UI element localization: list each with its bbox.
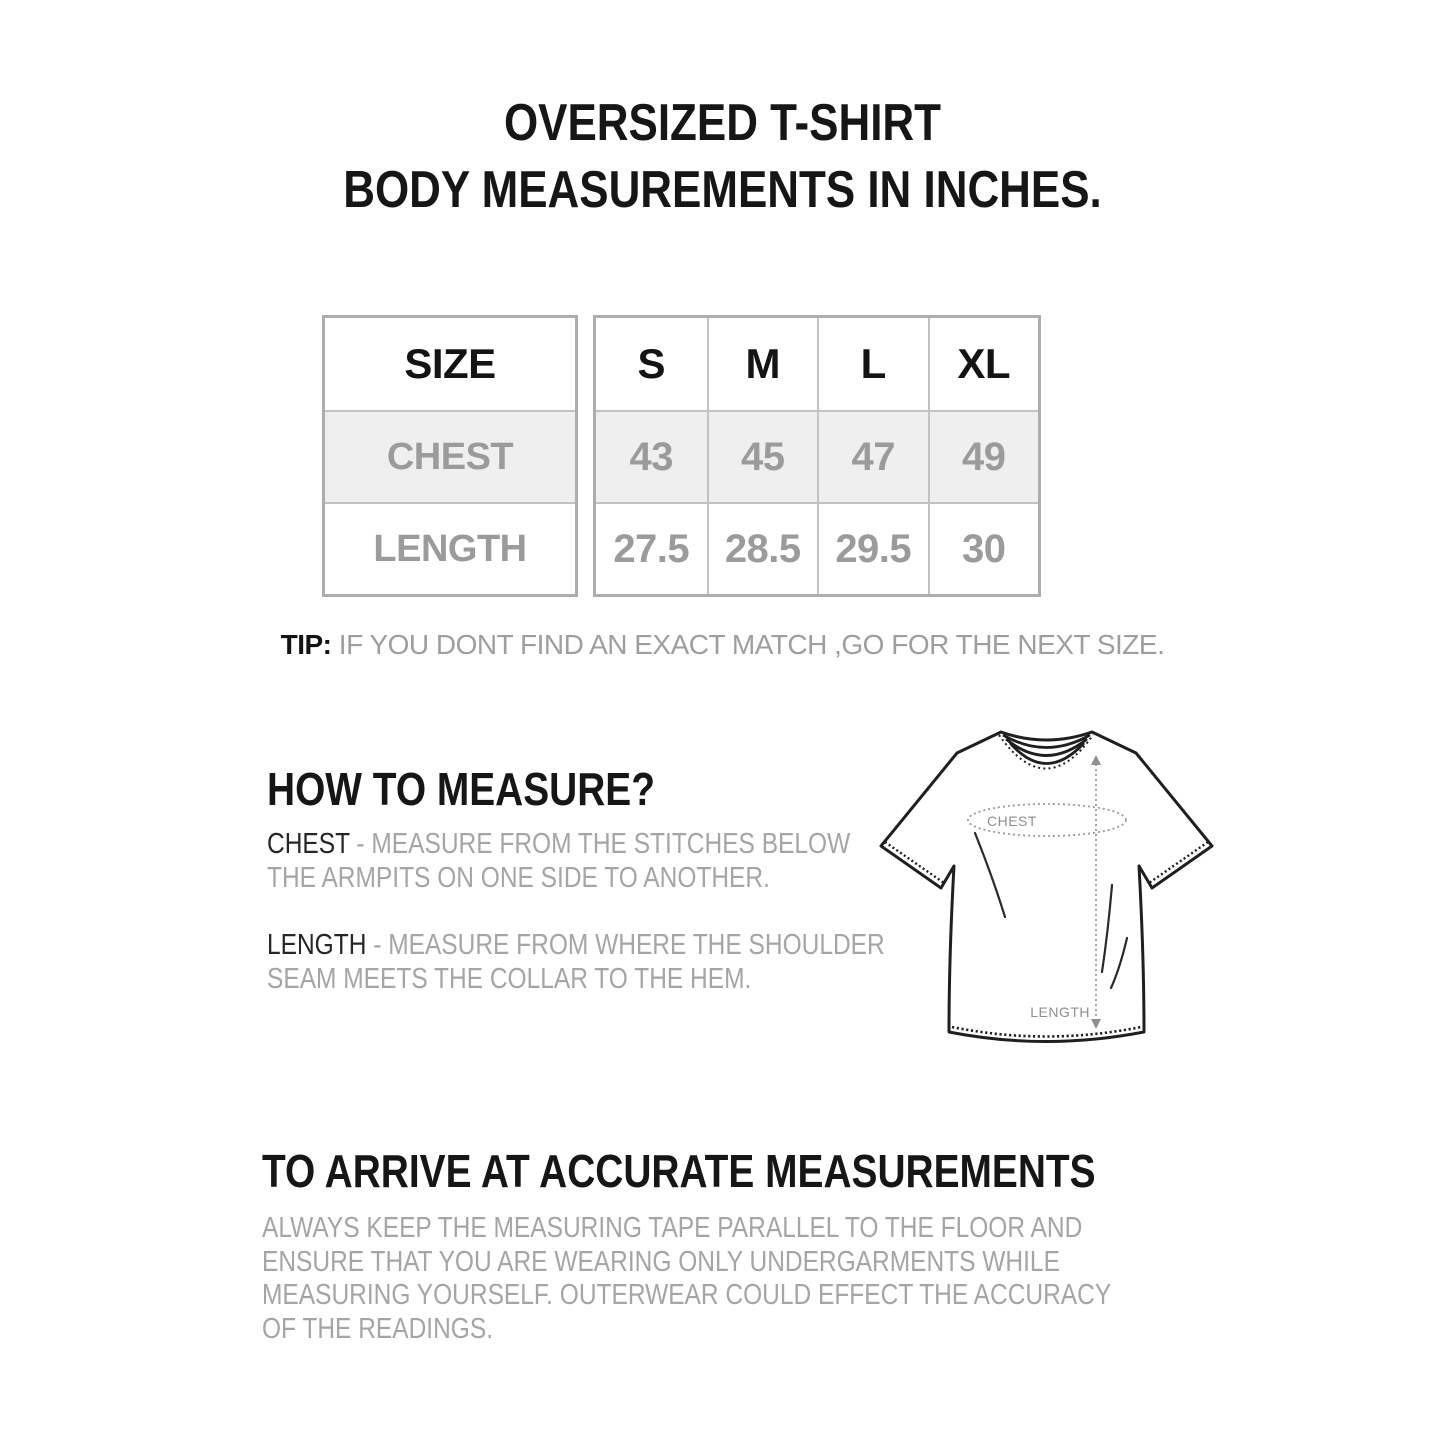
size-table-values	[593, 315, 1041, 597]
col-header-xl: XL	[928, 318, 1039, 410]
length-value-xl: 30	[928, 502, 1039, 594]
col-header-s: S	[596, 318, 707, 410]
chest-instruction	[267, 828, 897, 895]
page-title-line-2: BODY MEASUREMENTS IN INCHES.	[343, 161, 1102, 219]
chest-diagram-label: CHEST	[987, 813, 1037, 829]
size-table-corner-cell: SIZE	[325, 318, 575, 410]
accuracy-body: ALWAYS KEEP THE MEASURING TAPE PARALLEL TO THE FLOOR AND ENSURE THAT YOU ARE WEARING ONLY UNDERGARMENTS WHILE MEASURING YOURSELF. OUTERWEAR COULD EFFECT THE ACCURACY OF THE READINGS.	[262, 1212, 1111, 1345]
page-title-line-1: OVERSIZED T-SHIRT	[504, 94, 941, 152]
length-value-l: 29.5	[817, 502, 928, 594]
chest-row-label: CHEST	[325, 410, 575, 502]
tip-text: IF YOU DONT FIND AN EXACT MATCH ,GO FOR THE NEXT SIZE.	[338, 629, 1165, 660]
length-instruction-term: LENGTH	[267, 929, 367, 961]
chest-instruction-text: - MEASURE FROM THE STITCHES BELOW THE ARMPITS ON ONE SIDE TO ANOTHER.	[267, 828, 851, 894]
accuracy-section	[262, 1146, 1297, 1346]
tshirt-outline	[881, 732, 1212, 1042]
accuracy-heading: TO ARRIVE AT ACCURATE MEASUREMENTS	[262, 1145, 1096, 1197]
chest-value-l: 47	[817, 410, 928, 502]
length-instruction-text: - MEASURE FROM WHERE THE SHOULDER SEAM MEETS THE COLLAR TO THE HEM.	[267, 929, 885, 995]
how-to-measure-heading: HOW TO MEASURE?	[267, 763, 655, 815]
size-table-labels	[322, 315, 578, 597]
length-row-label: LENGTH	[325, 502, 575, 594]
length-diagram-label: LENGTH	[1030, 1004, 1090, 1020]
size-table	[322, 315, 1041, 597]
chest-value-xl: 49	[928, 410, 1039, 502]
col-header-l: L	[817, 318, 928, 410]
tip-label: TIP:	[280, 629, 332, 660]
chest-instruction-term: CHEST	[267, 828, 350, 860]
length-instruction	[267, 929, 897, 996]
col-header-m: M	[707, 318, 818, 410]
chest-value-s: 43	[596, 410, 707, 502]
tshirt-diagram	[860, 710, 1260, 1090]
page-title	[112, 90, 1333, 224]
chest-value-m: 45	[707, 410, 818, 502]
length-value-m: 28.5	[707, 502, 818, 594]
length-value-s: 27.5	[596, 502, 707, 594]
tip-line	[0, 629, 1445, 661]
